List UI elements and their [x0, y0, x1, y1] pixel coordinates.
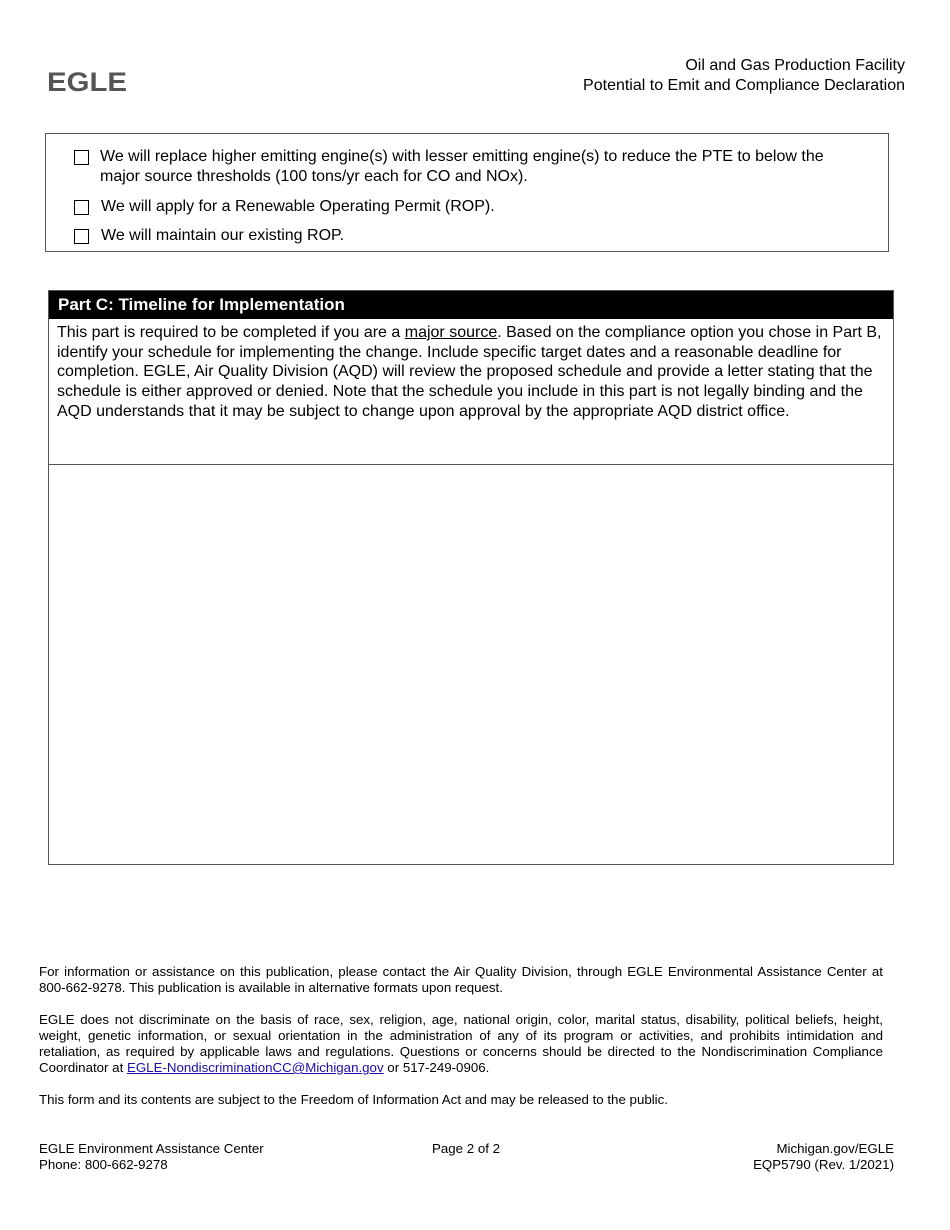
- desc-pre: This part is required to be completed if you are a: [57, 324, 405, 341]
- form-title: Oil and Gas Production Facility: [685, 57, 905, 74]
- option-apply-rop: [74, 197, 495, 217]
- page-number: Page 2 of 2: [431, 1141, 501, 1156]
- nondiscrimination-paragraph: [39, 1012, 883, 1076]
- nondiscrimination-email-link[interactable]: EGLE-NondiscriminationCC@Michigan.gov: [126, 1060, 384, 1075]
- part-c-section: [48, 290, 894, 865]
- timeline-input[interactable]: [49, 465, 893, 864]
- center-phone: Phone: 800-662-9278: [39, 1157, 168, 1172]
- info-paragraph: For information or assistance on this publication, please contact the Air Quality Division, through EGLE Environmental Assistance Center at 800-662-9278. This publication is available in alternative formats upon request.: [39, 964, 883, 995]
- foia-paragraph: This form and its contents are subject to the Freedom of Information Act and may be released to the public.: [39, 1092, 668, 1107]
- footer-right: [753, 1141, 894, 1173]
- desc-post: . Based on the compliance option you chose in Part B, identify your schedule for implementing the change. Include specific target dates and a reasonable deadline for completion. EGLE, Air Quality Division (AQD) will review the proposed schedule and provide a letter stating that the schedule is either approved or denied. Note that the schedule you include in this part is not legally binding and the AQD understands that it may be subject to change upon approval by the appropriate AQD district office.: [57, 324, 882, 420]
- form-header: [583, 56, 905, 96]
- egle-logo-text: EGLE: [47, 68, 127, 94]
- website: Michigan.gov/EGLE: [776, 1141, 894, 1156]
- maintain-rop-checkbox[interactable]: [74, 229, 89, 244]
- center-name: EGLE Environment Assistance Center: [39, 1141, 264, 1156]
- option-maintain-rop: [74, 226, 344, 246]
- replace-engines-checkbox[interactable]: [74, 150, 89, 165]
- option-replace-engines: [74, 147, 864, 187]
- part-c-description: [49, 319, 893, 465]
- option-label: We will maintain our existing ROP.: [101, 227, 345, 244]
- form-number: EQP5790 (Rev. 1/2021): [753, 1157, 894, 1172]
- nondiscrim-phone: or 517-249-0906.: [383, 1060, 490, 1075]
- option-label: We will replace higher emitting engine(s) with lesser emitting engine(s) to reduce the PTE to below the major source thresholds (100 tons/yr each for CO and NOx).: [100, 148, 824, 185]
- major-source-term: major source: [404, 324, 498, 341]
- egle-logo: [47, 68, 129, 94]
- apply-rop-checkbox[interactable]: [74, 200, 89, 215]
- part-b-options-box: [45, 133, 889, 252]
- form-subtitle: Potential to Emit and Compliance Declaration: [583, 77, 905, 94]
- nondiscrim-text: EGLE does not discriminate on the basis of race, sex, religion, age, national origin, color, marital status, disability, political beliefs, height, weight, genetic information, or sexual orientation in the administration of any of its program or activities, and prohibits intimidation and retaliation, as required by applicable laws and regulations. Questions or concerns should be directed to the Nondiscrimination Compliance Coordinator at: [39, 1012, 883, 1075]
- option-label: We will apply for a Renewable Operating Permit (ROP).: [101, 198, 495, 215]
- part-c-title: Part C: Timeline for Implementation: [49, 291, 893, 319]
